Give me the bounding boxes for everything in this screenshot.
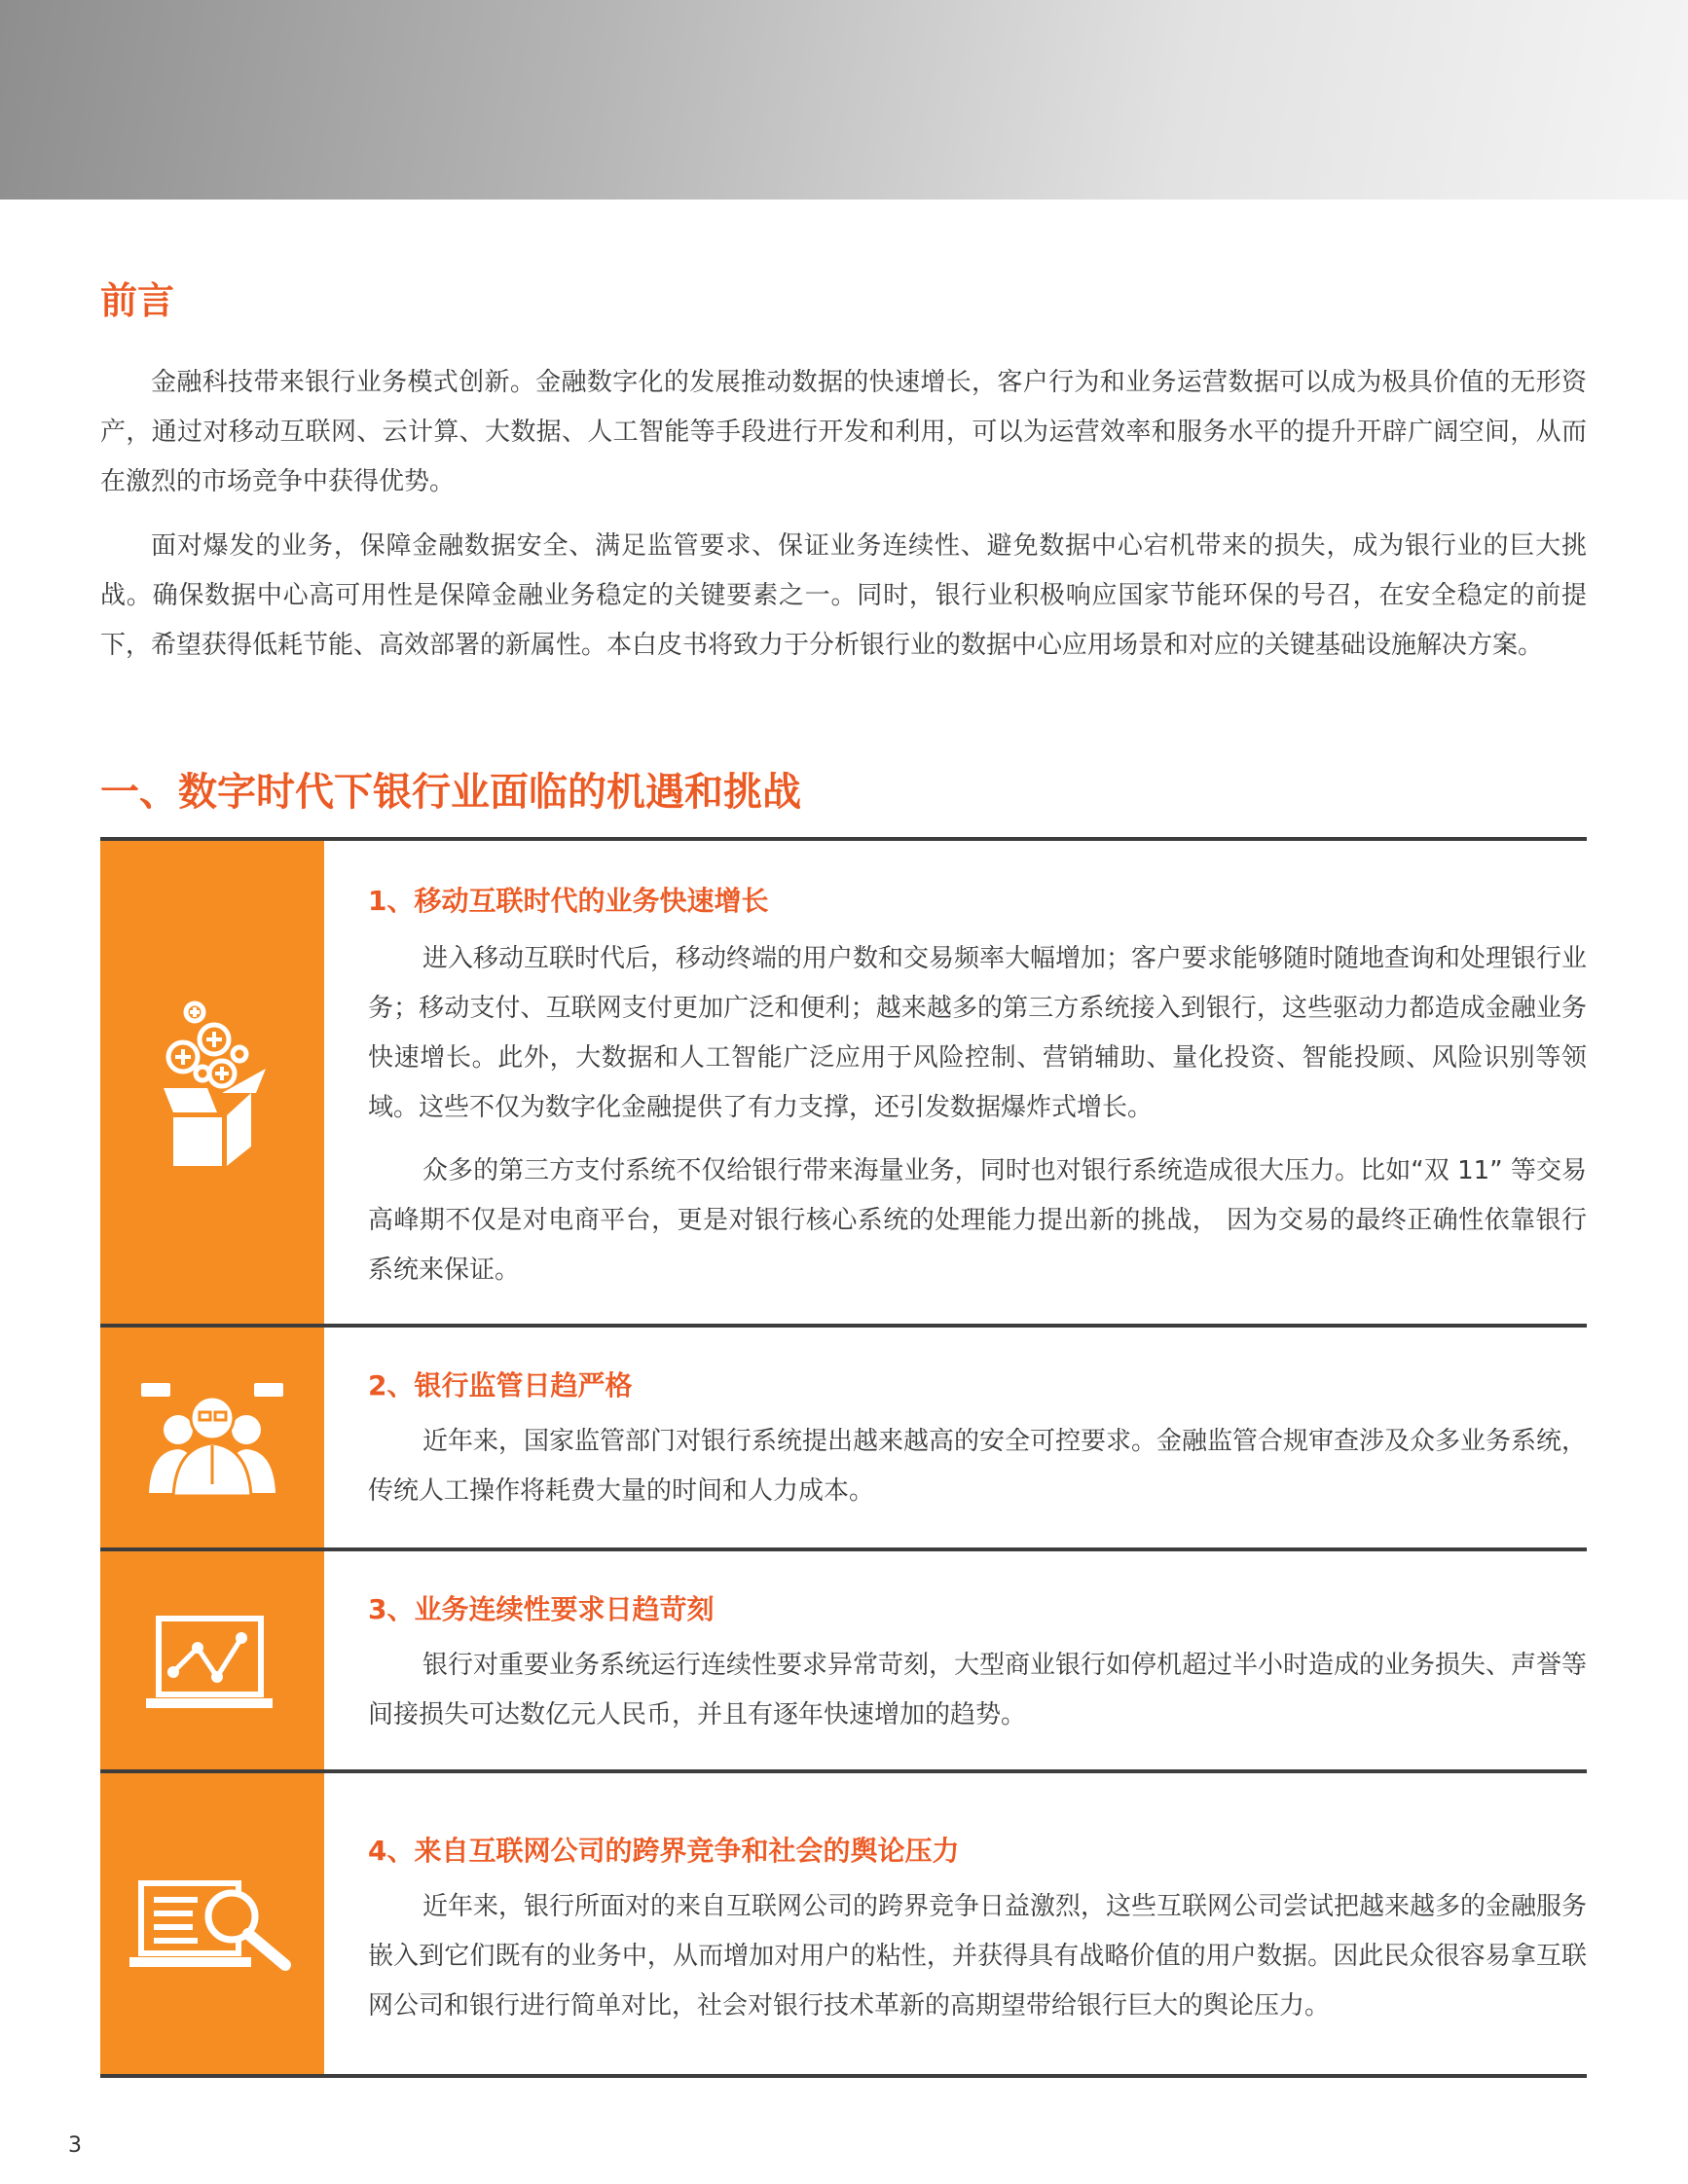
laptop-search-icon [129,1877,295,1975]
challenge-paragraph: 银行对重要业务系统运行连续性要求异常苛刻，大型商业银行如停机超过半小时造成的业务损失、声誉等间接损失可达数亿元人民币，并且有逐年快速增加的趋势。 [368,1651,1588,1729]
preface-title: 前言 [100,279,175,322]
gift-box-icon [144,1001,280,1166]
header-banner [0,0,1688,200]
challenge-title-1: 1、移动互联时代的业务快速增长 [368,885,769,917]
icon-panel [100,1551,324,1773]
challenge-paragraph: 进入移动互联时代后，移动终端的用户数和交易频率大幅增加；客户要求能够随时随地查询和处理银行业务；移动支付、互联网支付更加广泛和便利；越来越多的第三方系统接入到银行，这些驱动力都造成金融业务快速增长。此外，大数据和人工智能广泛应用于风险控制、营销辅助、量化投资、智能投顾、风险识别等领域。这些不仅为数字化金融提供了有力支撑，还引发数据爆炸式增长。 [368,944,1588,1122]
icon-panel [100,1773,324,2078]
challenge-title-2: 2、银行监管日趋严格 [368,1369,633,1401]
challenge-paragraph: 近年来，国家监管部门对银行系统提出越来越高的安全可控要求。金融监管合规审查涉及众多业务系统，传统人工操作将耗费大量的时间和人力成本。 [368,1427,1588,1506]
preface-paragraph-2: 面对爆发的业务，保障金融数据安全、满足监管要求、保证业务连续性、避免数据中心宕机带来的损失，成为银行业的巨大挑战。确保数据中心高可用性是保障金融业务稳定的关键要素之一。同时，银行业积极响应国家节能环保的号召，在安全稳定的前提下，希望获得低耗节能、高效部署的新属性。本白皮书将致力于分析银行业的数据中心应用场景和对应的关键基础设施解决方案。 [100,531,1587,660]
challenge-block-3 [100,1547,1587,1773]
challenge-block-1 [100,837,1587,1326]
challenge-block-4 [100,1769,1587,2078]
challenge-paragraph: 近年来，银行所面对的来自互联网公司的跨界竞争日益激烈，这些互联网公司尝试把越来越多的金融服务嵌入到它们既有的业务中，从而增加对用户的粘性，并获得具有战略价值的用户数据。因此民众很容易拿互联网公司和银行进行简单对比，社会对银行技术革新的高期望带给银行巨大的舆论压力。 [368,1892,1588,2020]
section-title: 一、数字时代下银行业面临的机遇和挑战 [100,770,801,815]
icon-panel [100,1328,324,1551]
challenge-paragraph: 众多的第三方支付系统不仅给银行带来海量业务，同时也对银行系统造成很大压力。比如“双 11” 等交易高峰期不仅是对电商平台，更是对银行核心系统的处理能力提出新的挑战， 因为交易的最终正确性依靠银行系统来保证。 [368,1156,1587,1285]
page-number: 3 [68,2133,82,2158]
challenge-title-4: 4、来自互联网公司的跨界竞争和社会的舆论压力 [368,1835,960,1867]
challenge-block-2 [100,1324,1587,1551]
regulators-icon [139,1381,285,1498]
challenge-title-3: 3、业务连续性要求日趋苛刻 [368,1593,715,1625]
divider [100,2074,1587,2078]
preface-paragraph-1: 金融科技带来银行业务模式创新。金融数字化的发展推动数据的快速增长，客户行为和业务运营数据可以成为极具价值的无形资产，通过对移动互联网、云计算、大数据、人工智能等手段进行开发和利用，可以为运营效率和服务水平的提升开辟广阔空间，从而在激烈的市场竞争中获得优势。 [100,368,1587,496]
icon-panel [100,841,324,1326]
laptop-chart-icon [144,1609,280,1716]
